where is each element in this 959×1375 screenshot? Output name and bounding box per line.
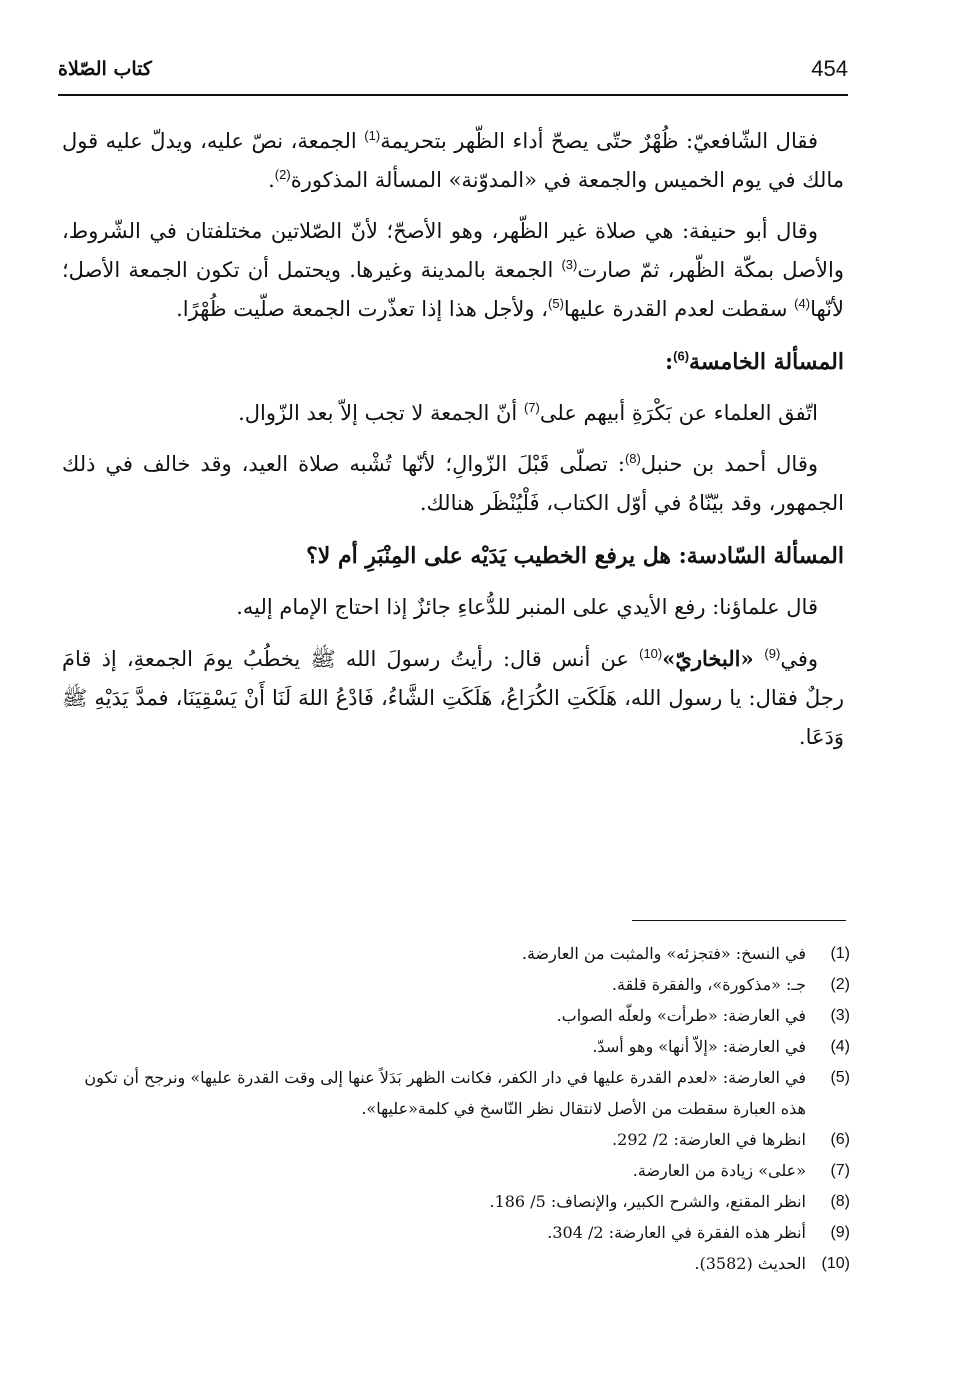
- paragraph-text: الجمعة، نصّ عليه، ويدلّ عليه قول مالك في يوم الخميس والجمعة في «المدوّنة» المسألة المذكورة: [62, 129, 844, 192]
- footnote-text: في العارضة: «طرأت» ولعلّه الصواب.: [556, 1006, 806, 1025]
- header-divider: [58, 94, 848, 96]
- heading-text: المسألة الخامسة: [689, 349, 844, 375]
- footnote-number: (3): [830, 1007, 850, 1024]
- footnote-number: (1): [830, 945, 850, 962]
- main-text: [62, 122, 844, 769]
- section-heading-sixth: المسألة السّادسة: هل يرفع الخطيب يَدَيْه على المِنْبَرِ أم لا؟: [306, 543, 844, 569]
- paragraph-bukhari: [62, 639, 844, 757]
- footnote-item: [60, 1217, 850, 1248]
- paragraph-text: ، ولأجل هذا إذا تعذّرت الجمعة صلّيت ظُهْرًا.: [176, 297, 548, 321]
- footnote-ref[interactable]: (1): [364, 128, 381, 143]
- footnotes-list: [60, 938, 850, 1279]
- footnote-text: في النسخ: «فتجزئه» والمثبت من العارضة.: [521, 944, 806, 963]
- footnote-number: (5): [830, 1069, 850, 1086]
- footnote-item: [60, 1000, 850, 1031]
- footnote-item: [60, 1031, 850, 1062]
- footnote-ref[interactable]: (6): [673, 348, 690, 364]
- footnote-item: [60, 1248, 850, 1279]
- footnote-ref[interactable]: (7): [523, 400, 540, 415]
- footnote-ref[interactable]: (4): [794, 296, 811, 311]
- section-heading-fifth: [62, 343, 844, 382]
- paragraph-text: وقال أبو حنيفة: هي صلاة غير الظّهر، وهو الأصحّ؛ لأنّ الصّلاتين مختلفتان في الشّروط، والأصل بمكّة الظّهر، ثمّ صارت: [62, 219, 844, 282]
- paragraph-text: اتّفق العلماء عن بَكْرَةِ أبيهم على: [539, 401, 818, 425]
- footnote-number: (6): [830, 1131, 850, 1148]
- heading-text: :: [665, 349, 674, 375]
- footnote-ref[interactable]: (3): [561, 257, 578, 272]
- paragraph-text: عن أنس قال: رأيتُ رسولَ الله ﷺ يخطُبُ يومَ الجمعةِ، إذ قامَ رجلٌ فقال: يا رسول الله، هَلَكَتِ الكُرَاعُ، هَلَكَتِ الشَّاءُ، فَادْعُ اللهَ لَنَا أَنْ يَسْقِيَنَا، فمدَّ يَدَيْهِ ﷺ وَدَعَا.: [62, 647, 844, 749]
- page-number: 454: [811, 56, 848, 81]
- footnote-number: (8): [830, 1193, 850, 1210]
- paragraph-ahmad: [62, 445, 844, 523]
- footnote-number: (2): [830, 976, 850, 993]
- source-title: «البخاريّ»: [662, 646, 765, 671]
- paragraph-text: الجمعة بالمدينة وغيرها. ويحتمل أن تكون الجمعة الأصل؛ لأنّها: [62, 258, 844, 321]
- footnote-ref[interactable]: (9): [764, 646, 781, 661]
- running-title: كتاب الصّلاة: [58, 58, 152, 80]
- footnote-text: جـ: «مذكورة»، والفقرة قلقة.: [611, 975, 806, 994]
- paragraph-consensus: [62, 394, 844, 433]
- page-header: [58, 56, 848, 94]
- footnote-number: (9): [830, 1224, 850, 1241]
- paragraph-abu-hanifa: [62, 212, 844, 329]
- footnote-text: انظر المقنع، والشرح الكبير، والإنصاف: 5/ 186.: [489, 1192, 806, 1211]
- paragraph-text: فقال الشّافعيّ: ظُهْرٌ حتّى يصحّ أداء الظّهر بتحريمة: [380, 129, 818, 153]
- footnote-ref[interactable]: (5): [548, 296, 564, 311]
- footnote-ref[interactable]: (2): [274, 167, 291, 182]
- paragraph-text: وقال أحمد بن حنبل: [640, 452, 818, 476]
- footnote-text: انظرها في العارضة: 2/ 292.: [612, 1130, 806, 1149]
- footnote-item: [60, 969, 850, 1000]
- footnote-number: (10): [821, 1255, 850, 1272]
- footnote-item: [60, 1186, 850, 1217]
- paragraph-text: وفي: [780, 647, 818, 671]
- footnote-item: [60, 1124, 850, 1155]
- paragraph-text: سقطت لعدم القدرة عليها: [563, 297, 795, 321]
- footnote-text: في العارضة: «إلاّ أنها» وهو أسدّ.: [592, 1037, 806, 1056]
- footnote-text: «على» زيادة من العارضة.: [632, 1161, 806, 1180]
- footnote-item: [60, 938, 850, 969]
- footnote-text: الحديث (3582).: [694, 1254, 806, 1273]
- footnote-text: في العارضة: «لعدم القدرة عليها في دار الكفر، فكانت الظهر بَدَلاً عنها إلى وقت القدرة عليها» ونرجح أن تكون هذه العبارة سقطت من الأصل لانتقال نظر النّاسخ في كلمة«عليها».: [84, 1068, 806, 1118]
- footnote-ref[interactable]: (10): [639, 646, 663, 661]
- paragraph-scholars: قال علماؤنا: رفع الأيدي على المنبر للدُّعاءِ جائزٌ إذا احتاج الإمام إليه.: [236, 595, 818, 619]
- footnote-number: (7): [830, 1162, 850, 1179]
- footnote-text: أنظر هذه الفقرة في العارضة: 2/ 304.: [547, 1223, 806, 1242]
- footnote-item: [60, 1155, 850, 1186]
- paragraph-shafii: [62, 122, 844, 200]
- footnote-item: [60, 1062, 850, 1124]
- footnote-number: (4): [830, 1038, 850, 1055]
- paragraph-text: : تصلّى قَبْلَ الزّوالِ؛ لأنّها تُشْبه صلاة العيد، وقد خالف في ذلك الجمهور، وقد بيّنّاهُ في أوّل الكتاب، فَلْيُنْظَر هنالك.: [62, 452, 844, 515]
- paragraph-text: أنّ الجمعة لا تجب إلاّ بعد الزّوال.: [238, 401, 524, 425]
- footnote-ref[interactable]: (8): [624, 451, 641, 466]
- paragraph-text: .: [268, 168, 275, 192]
- footnote-divider: [632, 920, 846, 921]
